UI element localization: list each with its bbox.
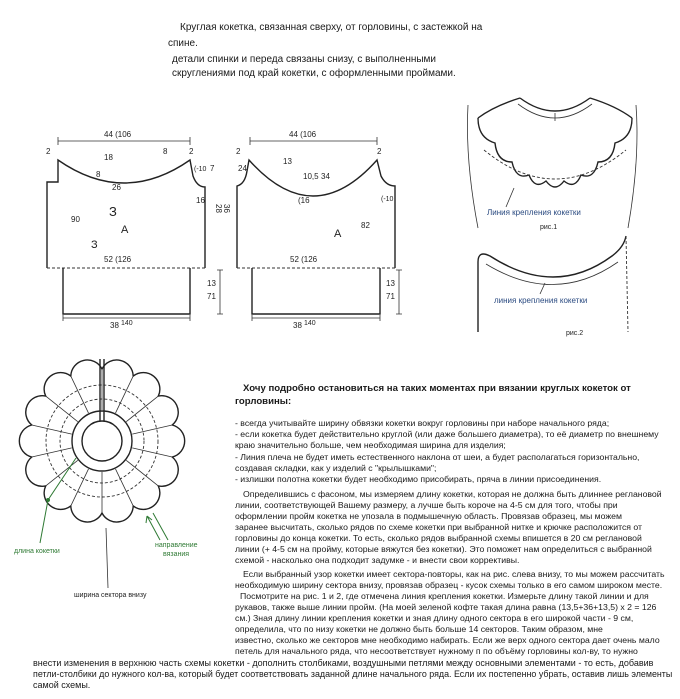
figure-1-yoke bbox=[467, 98, 637, 231]
paragraph-line: линии, соответствующей Вашему размеру, а лучше быть короче на 4-5 см для того, чтобы при bbox=[235, 500, 618, 510]
fig1-attachment-label: Линия крепления кокетки bbox=[487, 208, 581, 217]
fig1-body-right-edge bbox=[628, 105, 637, 228]
front-label: 71 bbox=[386, 292, 395, 301]
back-label: 71 bbox=[207, 292, 216, 301]
fig1-caption: рис.1 bbox=[540, 224, 558, 231]
fig2-label-pointer bbox=[540, 283, 545, 294]
yoke-length-label: длина кокетки bbox=[14, 548, 60, 555]
bullet-line: - Линия плеча не будет иметь естественного наклона от шеи, а будет располагаться горизонтально, bbox=[235, 452, 640, 462]
article-heading-line: горловины: bbox=[235, 396, 292, 407]
front-label: (16 bbox=[298, 196, 310, 205]
front-ribbing-outline bbox=[252, 268, 380, 314]
paragraph-line: заранее высчитать, сколько рядов по схеме кокетки при выбранной нитке и крючке расположится от bbox=[235, 522, 643, 532]
fig1-collar-band bbox=[518, 104, 592, 121]
back-label-bottom-width-alt: 140 bbox=[121, 320, 133, 327]
closing-line: самой схемы. bbox=[33, 680, 91, 690]
article-heading-line: Хочу подробно остановиться на таких моментах при вязании круглых кокеток от bbox=[243, 383, 631, 394]
back-label: 13 bbox=[207, 279, 216, 288]
page-subtitle-line: детали спинки и переда связаны снизу, с выполненными bbox=[172, 54, 437, 65]
paragraph-line: Если выбранный узор кокетки имеет сектора-повторы, как на рис. слева внизу, то мы можем рассчитать bbox=[243, 569, 665, 579]
back-label-bottom-width: 38 bbox=[110, 321, 119, 330]
front-label: 24 bbox=[238, 164, 247, 173]
front-label: 2 bbox=[236, 147, 241, 156]
back-piece-letter: З bbox=[91, 239, 98, 251]
fig2-outline bbox=[478, 236, 626, 332]
fig2-right-edge bbox=[626, 236, 628, 332]
yoke-neck-opening bbox=[82, 421, 122, 461]
sector-width-pointer bbox=[106, 528, 108, 588]
page-title-line: спине. bbox=[168, 38, 198, 49]
back-label: 26 bbox=[112, 183, 121, 192]
knitting-direction-label: направление bbox=[155, 542, 198, 549]
front-label: 34 bbox=[321, 172, 330, 181]
front-label-hip-width: 52 (126 bbox=[290, 255, 318, 264]
front-label: (-10 bbox=[381, 196, 394, 203]
front-ribbing-height-line bbox=[396, 270, 402, 314]
knitting-direction-arrow bbox=[146, 513, 168, 540]
front-piece-letter: А bbox=[334, 228, 342, 240]
front-label: 2 bbox=[377, 147, 382, 156]
bullet-line: - если кокетка будет действительно круглой (или даже большего диаметра), то её диаметр по внешнему bbox=[235, 429, 659, 439]
bullet-line: - всегда учитывайте ширину обвязки кокетки вокруг горловины при наборе начального ряда; bbox=[235, 418, 610, 428]
paragraph-line: петель для начального ряда, что несоответствует нужному п по объёму горловины кол-ву, то нужно bbox=[235, 646, 638, 656]
fig2-caption: рис.2 bbox=[566, 330, 584, 337]
yoke-sector-dividers bbox=[32, 369, 172, 513]
figure-2-attachment bbox=[478, 236, 628, 337]
back-label: 8 bbox=[163, 147, 168, 156]
paragraph-line: рукавов, также выше линии пройм. (На моей зеленой кофте такая длина равна (13,5+36+13,5) х 2 = 126 bbox=[235, 602, 657, 612]
back-label: 28 bbox=[214, 204, 223, 213]
front-label-bottom-width: 38 bbox=[293, 321, 302, 330]
front-label: 13 bbox=[283, 157, 292, 166]
page-title-line: Круглая кокетка, связанная сверху, от горловины, с застежкой на bbox=[180, 22, 483, 33]
bullet-line: создавая складки, как у изделий с "крылышками"; bbox=[235, 463, 437, 473]
bullet-line: краю значительно больше, чем необходимая ширина для изделия; bbox=[235, 440, 506, 450]
front-label: 13 bbox=[386, 279, 395, 288]
back-piece-outline bbox=[47, 160, 205, 268]
page-subtitle-line: скруглениями под край кокетки, с оформленными проймами. bbox=[172, 68, 456, 79]
closing-line: петли-столбики до нужного кол-ва, который будет соответствовать заданной длине начального ряда. Если их постепенно убрать, оставив лишь элементы bbox=[33, 669, 673, 679]
paragraph-line: известно, сколько же секторов мне необходимо набирать. Если же верх одного сектора дает очень мало bbox=[235, 635, 660, 645]
back-ribbing-outline bbox=[63, 268, 190, 314]
paragraph-line: оформлении пройм кокетка не упозала в подмышечную область. Провязав образец, мы можем bbox=[235, 511, 622, 521]
fig1-attachment-line bbox=[484, 150, 626, 179]
paragraph-line: см.) Зная длину линии крепления кокетки и зная длину одного сектора в его широкой части - 9 см, bbox=[235, 613, 634, 623]
back-label: 16 bbox=[196, 196, 205, 205]
back-label: 8 bbox=[96, 170, 101, 179]
back-ribbing-height-line bbox=[217, 270, 223, 314]
back-piece-pattern bbox=[46, 130, 231, 330]
paragraph-line: схемой - насколько она подходит задумке - и внести свои коррективы. bbox=[235, 555, 520, 565]
back-label-top-width: 44 (106 bbox=[104, 130, 132, 139]
paragraph-line: Определившись с фасоном, мы измеряем длину кокетки, которая не должна быть длиннее реглановой bbox=[243, 489, 662, 499]
fig1-body-left-edge bbox=[467, 105, 478, 228]
round-yoke-diagram bbox=[14, 359, 198, 599]
back-label: 90 bbox=[71, 215, 80, 224]
back-piece-letter: З bbox=[109, 204, 117, 219]
front-label: 82 bbox=[361, 221, 370, 230]
back-label: 2 bbox=[189, 147, 194, 156]
paragraph-line: определила, что по низу кокетки не должно быть больше 14 секторов. Таким образом, мне bbox=[235, 624, 603, 634]
bullet-line: - излишки полотна кокетки будет необходимо присобирать, пряча в линии присоединения. bbox=[235, 474, 602, 484]
yoke-length-marker bbox=[46, 498, 50, 502]
back-label: (-10 bbox=[194, 166, 207, 173]
front-bottom-dimension-line bbox=[252, 315, 380, 321]
paragraph-line: необходимую ширину сектора внизу, провязав образец - кусок схемы только в его самом широком месте. bbox=[235, 580, 663, 590]
back-label-hip-width: 52 (126 bbox=[104, 255, 132, 264]
closing-line: внести изменения в верхнюю часть схемы кокетки - дополнить столбиками, воздушными петлями между основными элементами - то есть, добавив bbox=[33, 658, 654, 668]
front-label-bottom-width-alt: 140 bbox=[304, 320, 316, 327]
fig2-attachment-label: линия крепления кокетки bbox=[494, 296, 588, 305]
back-label: 7 bbox=[210, 164, 215, 173]
back-label: 18 bbox=[104, 153, 113, 162]
sector-width-label: ширина сектора внизу bbox=[74, 592, 147, 599]
fig1-label-pointer bbox=[506, 188, 514, 207]
front-piece-pattern bbox=[236, 130, 402, 330]
back-label: 36 bbox=[222, 204, 231, 213]
fig1-neckline bbox=[520, 98, 590, 111]
back-label: 2 bbox=[46, 147, 51, 156]
paragraph-line: линии (+ 4-5 см на пройму, которые вяжутся без кокетки). Это поможет нам определиться с выбранной bbox=[235, 544, 652, 554]
yoke-neck-band bbox=[72, 411, 132, 471]
front-label-top-width: 44 (106 bbox=[289, 130, 317, 139]
front-label: 10,5 bbox=[303, 172, 319, 181]
paragraph-line: горловины до конца кокетки. То есть, сколько рядов выбранной схемы впишется в 20 см реглановой bbox=[235, 533, 642, 543]
paragraph-line: Посмотрите на рис. 1 и 2, где отмечена линия крепления кокетки. Измерьте длину такой линии и для bbox=[240, 591, 649, 601]
knitting-direction-label: вязания bbox=[163, 551, 190, 558]
fig1-yoke-scalloped-edge bbox=[478, 118, 632, 187]
back-piece-letter: А bbox=[121, 224, 129, 236]
